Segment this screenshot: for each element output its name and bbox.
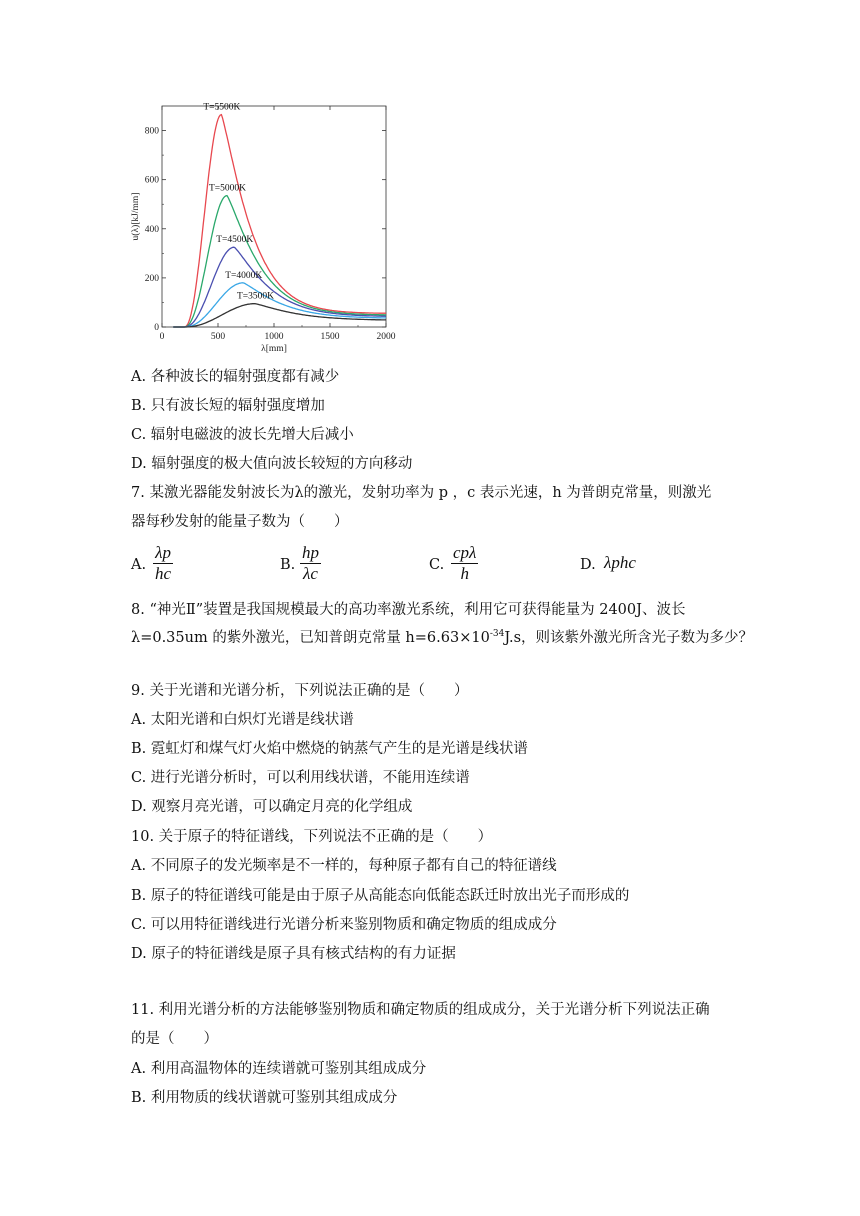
q7-b-denominator: λc <box>303 564 318 583</box>
q8-line2-post: J.s，则该紫外激光所含光子数为多少？ <box>504 630 754 646</box>
plot-frame <box>162 106 386 327</box>
y-tick-label: 200 <box>144 273 159 284</box>
q7-option-a-label: A. <box>131 557 147 573</box>
q7-option-b-label: B. <box>280 557 296 573</box>
q7-option-a-fraction <box>153 543 173 584</box>
q10-stem: 10. 关于原子的特征谱线，下列说法不正确的是（ ） <box>131 829 493 845</box>
q11-option-a: A. 利用高温物体的连续谱就可鉴别其组成成分 <box>131 1061 427 1077</box>
q7-stem-line1: 7. 某激光器能发射波长为λ的激光，发射功率为 p ，c 表示光速，h 为普朗克常量，则激光 <box>131 485 712 501</box>
q8-stem-line1: 8. “神光Ⅱ”装置是我国规模最大的高功率激光系统，利用它可获得能量为 2400J、波长 <box>131 602 686 618</box>
q9-option-a: A. 太阳光谱和白炽灯光谱是线状谱 <box>131 712 354 728</box>
x-tick-label: 0 <box>159 332 165 342</box>
q8-exponent: -34 <box>489 629 505 639</box>
curve-label: T=5000K <box>208 183 246 194</box>
curve-label: T=4500K <box>216 235 254 246</box>
q11-option-b: B. 利用物质的线状谱就可鉴别其组成成分 <box>131 1090 398 1106</box>
q9-option-c: C. 进行光谱分析时，可以利用线状谱，不能用连续谱 <box>131 770 470 786</box>
y-tick-label: 400 <box>144 224 159 235</box>
q7-a-numerator: λp <box>153 543 173 564</box>
q7-option-c-label: C. <box>429 557 445 573</box>
q10-option-a: A. 不同原子的发光频率是不一样的，每种原子都有自己的特征谱线 <box>131 858 557 874</box>
q6-option-c: C. 辐射电磁波的波长先增大后减小 <box>131 427 354 443</box>
curve-t4500k <box>173 247 386 327</box>
q10-option-d: D. 原子的特征谱线是原子具有核式结构的有力证据 <box>131 946 456 962</box>
q7-option-b-fraction <box>300 543 321 584</box>
y-tick-label: 0 <box>154 323 159 333</box>
curve-t5000k <box>173 196 386 327</box>
q7-stem-line2: 器每秒发射的能量子数为（ ） <box>131 514 349 530</box>
q9-stem: 9. 关于光谱和光谱分析，下列说法正确的是（ ） <box>131 683 469 699</box>
q7-option-c-fraction <box>451 543 478 584</box>
q7-c-numerator: cpλ <box>453 543 477 562</box>
x-axis-label: λ[mm] <box>261 344 287 354</box>
q10-option-b: B. 原子的特征谱线可能是由于原子从高能态向低能态跃迁时放出光子而形成的 <box>131 888 630 904</box>
q8-stem-line2 <box>131 628 753 648</box>
q9-option-b: B. 霓虹灯和煤气灯火焰中燃烧的钠蒸气产生的是光谱是线状谱 <box>131 741 528 757</box>
q7-b-numerator: hp <box>302 543 319 562</box>
q10-option-c: C. 可以用特征谱线进行光谱分析来鉴别物质和确定物质的组成成分 <box>131 917 557 933</box>
curve-label: T=3500K <box>236 291 274 302</box>
blackbody-radiation-chart <box>128 100 400 362</box>
y-axis-label: u(λ)[kJ/mm] <box>131 192 141 241</box>
q6-option-a: A. 各种波长的辐射强度都有减少 <box>131 369 340 385</box>
x-tick-label: 2000 <box>376 332 396 342</box>
q7-c-denominator: h <box>460 564 469 583</box>
q6-option-d: D. 辐射强度的极大值向波长较短的方向移动 <box>131 456 413 472</box>
q7-a-denominator: hc <box>155 564 172 583</box>
y-tick-label: 800 <box>144 126 159 137</box>
q11-stem-line2: 的是（ ） <box>131 1031 218 1047</box>
x-tick-label: 1500 <box>320 332 340 342</box>
q9-option-d: D. 观察月亮光谱，可以确定月亮的化学组成 <box>131 799 413 815</box>
curve-label: T=4000K <box>225 270 263 281</box>
x-tick-label: 1000 <box>264 332 284 342</box>
q7-option-d-label: D. <box>580 557 596 573</box>
y-tick-label: 600 <box>144 175 159 186</box>
q11-stem-line1: 11. 利用光谱分析的方法能够鉴别物质和确定物质的组成成分，关于光谱分析下列说法正确 <box>131 1002 710 1018</box>
q7-option-d-expression: λphc <box>604 553 636 572</box>
curve-label: T=5500K <box>203 102 241 113</box>
x-tick-label: 500 <box>210 332 226 342</box>
q8-line2-pre: λ=0.35um 的紫外激光，已知普朗克常量 h=6.63×10 <box>131 630 490 646</box>
q6-option-b: B. 只有波长短的辐射强度增加 <box>131 398 325 414</box>
